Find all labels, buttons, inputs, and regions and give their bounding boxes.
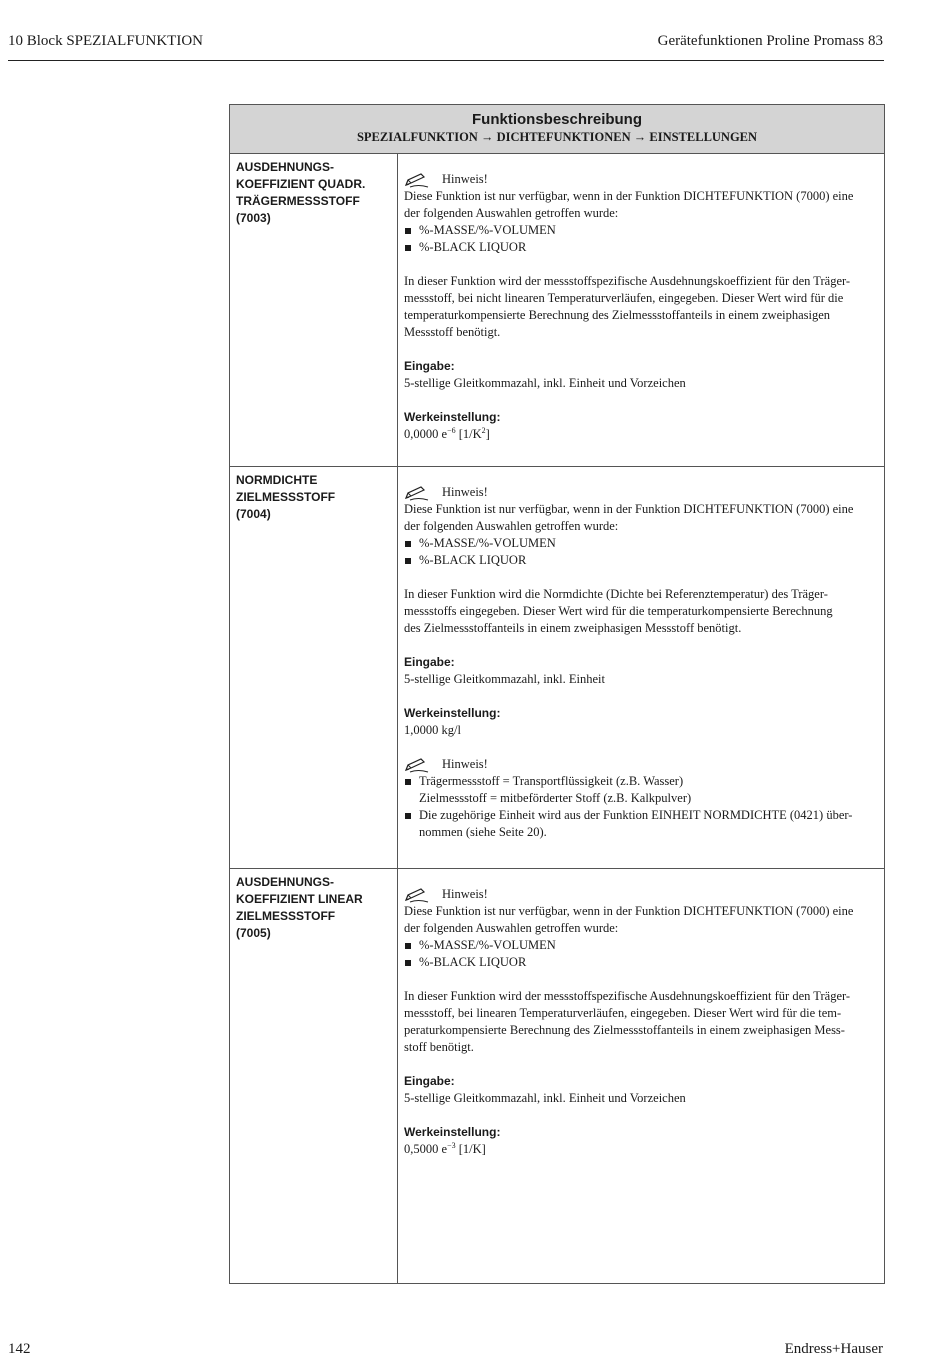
description-cell [398,467,885,869]
description-text: Messstoff benötigt. [404,325,501,339]
function-name-line: KOEFFIZIENT LINEAR [236,892,363,906]
input-label: Eingabe: [404,1074,455,1088]
function-name-line: AUSDEHNUNGS- [236,160,335,174]
option-item: %-MASSE/%-VOLUMEN [404,535,878,552]
table-row [230,467,885,869]
description-cell [398,154,885,467]
function-code: (7003) [236,211,271,225]
bullet-icon [405,558,411,564]
function-name-line: AUSDEHNUNGS- [236,875,335,889]
hint-heading [404,171,878,188]
description-cell [398,869,885,1284]
default-value: 0,0000 $e^{-6}$ $[1/K^2]$ [404,425,490,441]
function-name-line: ZIELMESSSTOFF [236,909,336,923]
hint-text: der folgenden Auswahlen getroffen wurde: [404,921,619,935]
table-header [230,105,885,154]
option-item: %-BLACK LIQUOR [404,954,878,971]
option-item: %-MASSE/%-VOLUMEN [404,222,878,239]
description-text: messstoffs eingegeben. Dieser Wert wird für die temperaturkompensierte Berechnung [404,604,833,618]
input-text: 5-stellige Gleitkommazahl, inkl. Einheit und Vorzeichen [404,1091,686,1105]
function-name-line: KOEFFIZIENT QUADR. [236,177,366,191]
description-text: temperaturkompensierte Berechnung des Zielmessstoffanteils in einem zweiphasigen [404,308,831,322]
bullet-icon [405,779,411,785]
bullet-icon [405,541,411,547]
pencil-icon [404,486,430,501]
header-rule [8,60,884,61]
function-code: (7005) [236,926,271,940]
default-label: Werkeinstellung: [404,1125,501,1139]
description-text: stoff benötigt. [404,1040,474,1054]
table-row [230,154,885,467]
table-title: Funktionsbeschreibung [472,111,643,128]
function-name-cell [230,869,398,1284]
default-value: 0,5000 $e^{-3}$ [1/K] [404,1140,486,1156]
bullet-icon [405,943,411,949]
hint-text: Diese Funktion ist nur verfügbar, wenn in der Funktion DICHTEFUNKTION (7000) eine [404,502,854,516]
description-text: In dieser Funktion wird der messstoffspezifische Ausdehnungskoeffizient für den Träger- [404,274,851,288]
pencil-icon [404,888,430,903]
description-text: In dieser Funktion wird der messstoffspezifische Ausdehnungskoeffizient für den Träger- [404,989,851,1003]
bullet-icon [405,245,411,251]
default-label: Werkeinstellung: [404,706,501,720]
brand-name: Endress+Hauser [784,1341,883,1357]
function-table [229,104,885,1284]
running-header-title: Gerätefunktionen Proline Promass 83 [657,33,883,49]
pencil-icon [404,758,430,773]
note-label: Hinweis! [442,757,488,771]
description-text: messstoff, bei linearen Temperaturverläufen, eingegeben. Dieser Wert wird für die tem- [404,1006,842,1020]
pencil-icon [404,173,430,188]
function-name-line: TRÄGERMESSSTOFF [236,194,360,208]
table-row [230,869,885,1284]
table-breadcrumb: SPEZIALFUNKTION → DICHTEFUNKTIONEN → EINSTELLUNGEN [356,130,758,144]
description-text: In dieser Funktion wird die Normdichte (Dichte bei Referenztemperatur) des Träger- [404,587,828,601]
input-label: Eingabe: [404,655,455,669]
note-item: Trägermessstoff = Transportflüssigkeit (z.B. Wasser) Zielmessstoff = mitbeförderter Stoff (z.B. Kalkpulver) [404,773,878,807]
function-code: (7004) [236,507,271,521]
function-name-cell [230,154,398,467]
option-item: %-MASSE/%-VOLUMEN [404,937,878,954]
bullet-icon [405,813,411,819]
hint-text: Diese Funktion ist nur verfügbar, wenn in der Funktion DICHTEFUNKTION (7000) eine [404,904,854,918]
hint-text: der folgenden Auswahlen getroffen wurde: [404,519,619,533]
function-name-cell [230,467,398,869]
option-item: %-BLACK LIQUOR [404,552,878,569]
function-name-line: ZIELMESSSTOFF [236,490,336,504]
hint-heading [404,484,878,501]
hint-text: der folgenden Auswahlen getroffen wurde: [404,206,619,220]
hint-label: Hinweis! [442,172,488,186]
input-text: 5-stellige Gleitkommazahl, inkl. Einheit [404,672,605,686]
function-name-line: NORMDICHTE [236,473,318,487]
hint-heading [404,756,878,773]
hint-label: Hinweis! [442,485,488,499]
option-item: %-BLACK LIQUOR [404,239,878,256]
hint-heading [404,886,878,903]
description-text: des Zielmessstoffanteils in einem zweiphasigen Messstoff benötigt. [404,621,742,635]
note-item: Die zugehörige Einheit wird aus der Funktion EINHEIT NORMDICHTE (0421) über- nommen (siehe Seite 20). [404,807,878,841]
description-text: peraturkompensierte Berechnung des Zielmessstoffanteils in einem zweiphasigen Mess- [404,1023,845,1037]
hint-label: Hinweis! [442,887,488,901]
page-number: 142 [8,1341,31,1357]
default-label: Werkeinstellung: [404,410,501,424]
bullet-icon [405,228,411,234]
default-value: 1,0000 kg/l [404,723,461,737]
input-text: 5-stellige Gleitkommazahl, inkl. Einheit und Vorzeichen [404,376,686,390]
bullet-icon [405,960,411,966]
running-header-section: 10 Block SPEZIALFUNKTION [8,33,203,49]
description-text: messstoff, bei nicht linearen Temperaturverläufen, eingegeben. Dieser Wert wird für die [404,291,844,305]
hint-text: Diese Funktion ist nur verfügbar, wenn in der Funktion DICHTEFUNKTION (7000) eine [404,189,854,203]
input-label: Eingabe: [404,359,455,373]
